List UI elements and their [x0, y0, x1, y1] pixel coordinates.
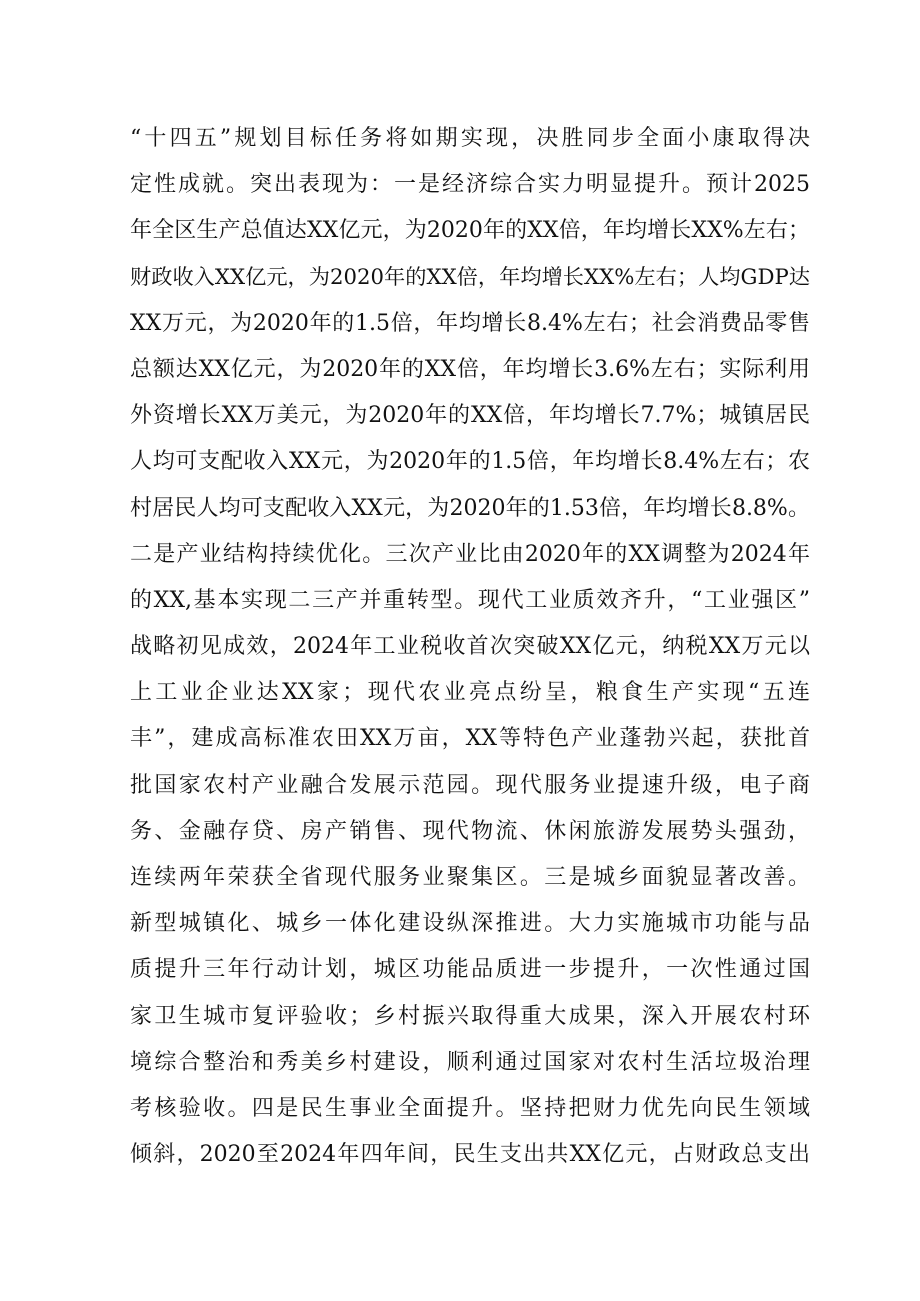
text-line: 上工业企业达XX家；现代农业亮点纷呈，粮食生产实现“五连	[130, 680, 810, 706]
text-line: 丰”，建成高标准农田XX万亩，XX等特色产业蓬勃兴起，获批首	[130, 726, 810, 752]
text-line: 质提升三年行动计划，城区功能品质进一步提升，一次性通过国	[130, 957, 810, 983]
text-line: 境综合整治和秀美乡村建设，顺利通过国家对农村生活垃圾治理	[130, 1049, 810, 1075]
text-line: 新型城镇化、城乡一体化建设纵深推进。大力实施城市功能与品	[130, 911, 810, 937]
text-line: “十四五”规划目标任务将如期实现，决胜同步全面小康取得决	[130, 126, 810, 151]
text-line: 村居民人均可支配收入XX元，为2020年的1.53倍，年均增长8.8%。	[130, 495, 810, 521]
text-line: 外资增长XX万美元，为2020年的XX倍，年均增长7.7%；城镇居民	[130, 403, 810, 429]
text-line: 家卫生城市复评验收；乡村振兴取得重大成果，深入开展农村环	[130, 1003, 810, 1029]
text-line: 财政收入XX亿元，为2020年的XX倍，年均增长XX%左右；人均GDP达	[130, 264, 810, 290]
text-line: 战略初见成效，2024年工业税收首次突破XX亿元，纳税XX万元以	[130, 634, 810, 660]
text-line: 年全区生产总值达XX亿元，为2020年的XX倍，年均增长XX%左右；	[130, 218, 810, 244]
text-line: 二是产业结构持续优化。三次产业比由2020年的XX调整为2024年	[130, 541, 810, 567]
text-line: 连续两年荣获全省现代服务业聚集区。三是城乡面貌显著改善。	[130, 865, 810, 890]
text-line: 务、金融存贷、房产销售、现代物流、休闲旅游发展势头强劲，	[130, 818, 810, 844]
text-line: 倾斜，2020至2024年四年间，民生支出共XX亿元，占财政总支出	[130, 1142, 810, 1168]
text-line: XX万元，为2020年的1.5倍，年均增长8.4%左右；社会消费品零售	[130, 310, 810, 336]
text-line: 人均可支配收入XX元，为2020年的1.5倍，年均增长8.4%左右；农	[130, 449, 810, 475]
text-line: 总额达XX亿元，为2020年的XX倍，年均增长3.6%左右；实际利用	[130, 356, 810, 382]
text-line: 批国家农村产业融合发展示范园。现代服务业提速升级，电子商	[130, 772, 810, 798]
text-line: 定性成就。突出表现为：一是经济综合实力明显提升。预计2025	[130, 172, 810, 198]
body-paragraph	[130, 116, 810, 1178]
text-line: 的XX,基本实现二三产并重转型。现代工业质效齐升，“工业强区”	[130, 587, 810, 613]
text-line: 考核验收。四是民生事业全面提升。坚持把财力优先向民生领域	[130, 1095, 810, 1121]
